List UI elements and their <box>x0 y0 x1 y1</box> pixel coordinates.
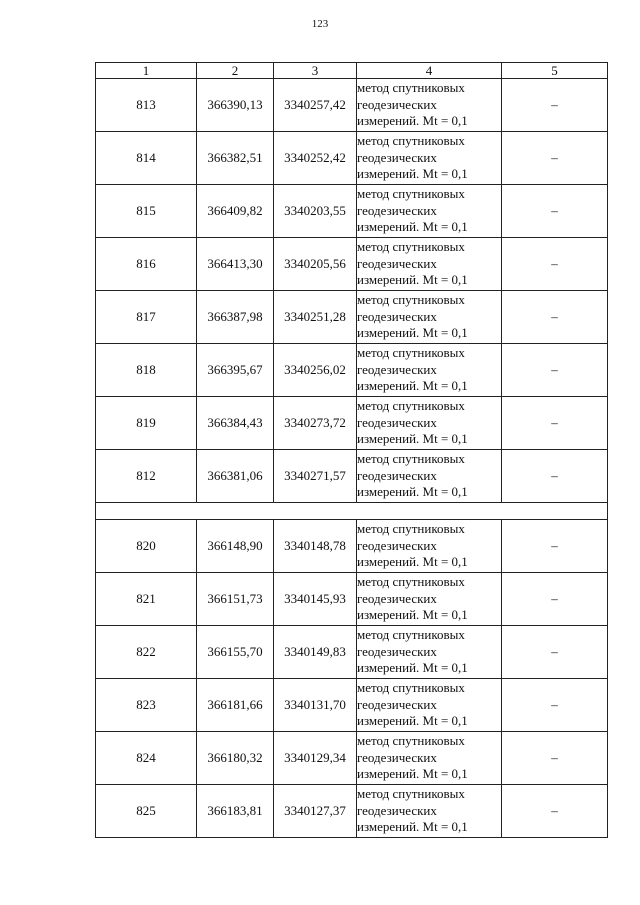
method-line: измерений. Mt = 0,1 <box>357 607 468 623</box>
table-row <box>96 238 608 291</box>
coordinate-y-cell: 3340148,78 <box>274 520 357 573</box>
method-line: измерений. Mt = 0,1 <box>357 325 468 341</box>
note-cell: – <box>502 732 608 785</box>
method-line: геодезических <box>357 255 437 271</box>
table-row <box>96 626 608 679</box>
note-cell: – <box>502 679 608 732</box>
coordinate-y-cell: 3340256,02 <box>274 344 357 397</box>
note-cell: – <box>502 79 608 132</box>
method-line: геодезических <box>357 361 437 377</box>
point-number-cell: 820 <box>96 520 197 573</box>
method-cell <box>357 291 502 344</box>
note-cell: – <box>502 573 608 626</box>
coordinate-x-cell: 366151,73 <box>197 573 274 626</box>
table-row <box>96 573 608 626</box>
method-line: метод спутниковых <box>357 239 465 255</box>
point-number-cell: 814 <box>96 132 197 185</box>
method-line: метод спутниковых <box>357 186 465 202</box>
point-number-cell: 821 <box>96 573 197 626</box>
method-line: метод спутниковых <box>357 521 465 537</box>
method-cell <box>357 732 502 785</box>
method-cell <box>357 344 502 397</box>
method-line: геодезических <box>357 467 437 483</box>
note-cell: – <box>502 626 608 679</box>
coordinate-y-cell: 3340271,57 <box>274 450 357 503</box>
method-line: геодезических <box>357 590 437 606</box>
point-number-cell: 813 <box>96 79 197 132</box>
note-cell: – <box>502 397 608 450</box>
table-row <box>96 732 608 785</box>
method-line: геодезических <box>357 308 437 324</box>
coordinate-y-cell: 3340251,28 <box>274 291 357 344</box>
method-line: метод спутниковых <box>357 574 465 590</box>
point-number-cell: 812 <box>96 450 197 503</box>
header-col-4: 4 <box>357 63 502 79</box>
method-line: геодезических <box>357 414 437 430</box>
method-line: измерений. Mt = 0,1 <box>357 378 468 394</box>
method-line: метод спутниковых <box>357 292 465 308</box>
coordinate-y-cell: 3340203,55 <box>274 185 357 238</box>
coordinate-y-cell: 3340273,72 <box>274 397 357 450</box>
coordinate-x-cell: 366390,13 <box>197 79 274 132</box>
coordinate-x-cell: 366409,82 <box>197 185 274 238</box>
table-body <box>96 79 608 838</box>
method-line: геодезических <box>357 149 437 165</box>
method-cell <box>357 397 502 450</box>
method-line: метод спутниковых <box>357 451 465 467</box>
group-separator-row <box>96 503 608 520</box>
method-line: геодезических <box>357 643 437 659</box>
method-cell <box>357 520 502 573</box>
coordinate-x-cell: 366381,06 <box>197 450 274 503</box>
coordinate-x-cell: 366181,66 <box>197 679 274 732</box>
table-row <box>96 291 608 344</box>
header-row <box>96 63 608 79</box>
table-row <box>96 397 608 450</box>
header-col-2: 2 <box>197 63 274 79</box>
coordinate-x-cell: 366387,98 <box>197 291 274 344</box>
note-cell: – <box>502 450 608 503</box>
method-line: метод спутниковых <box>357 680 465 696</box>
method-line: измерений. Mt = 0,1 <box>357 766 468 782</box>
coordinate-x-cell: 366384,43 <box>197 397 274 450</box>
method-line: метод спутниковых <box>357 786 465 802</box>
note-cell: – <box>502 291 608 344</box>
header-col-3: 3 <box>274 63 357 79</box>
coordinate-x-cell: 366183,81 <box>197 785 274 838</box>
method-cell <box>357 785 502 838</box>
coordinate-y-cell: 3340129,34 <box>274 732 357 785</box>
method-line: измерений. Mt = 0,1 <box>357 713 468 729</box>
table-row <box>96 785 608 838</box>
method-cell <box>357 185 502 238</box>
method-cell <box>357 626 502 679</box>
method-line: измерений. Mt = 0,1 <box>357 484 468 500</box>
method-line: метод спутниковых <box>357 398 465 414</box>
point-number-cell: 815 <box>96 185 197 238</box>
method-line: геодезических <box>357 96 437 112</box>
method-line: метод спутниковых <box>357 133 465 149</box>
group-separator-cell <box>96 503 608 520</box>
coordinate-y-cell: 3340127,37 <box>274 785 357 838</box>
method-line: геодезических <box>357 202 437 218</box>
coordinate-x-cell: 366155,70 <box>197 626 274 679</box>
method-line: измерений. Mt = 0,1 <box>357 272 468 288</box>
point-number-cell: 822 <box>96 626 197 679</box>
coordinate-x-cell: 366413,30 <box>197 238 274 291</box>
point-number-cell: 818 <box>96 344 197 397</box>
point-number-cell: 824 <box>96 732 197 785</box>
note-cell: – <box>502 520 608 573</box>
header-col-1: 1 <box>96 63 197 79</box>
point-number-cell: 816 <box>96 238 197 291</box>
note-cell: – <box>502 238 608 291</box>
point-number-cell: 823 <box>96 679 197 732</box>
method-line: измерений. Mt = 0,1 <box>357 431 468 447</box>
method-cell <box>357 79 502 132</box>
coordinate-x-cell: 366180,32 <box>197 732 274 785</box>
method-line: измерений. Mt = 0,1 <box>357 219 468 235</box>
method-line: метод спутниковых <box>357 345 465 361</box>
note-cell: – <box>502 785 608 838</box>
method-line: метод спутниковых <box>357 80 465 96</box>
method-cell <box>357 238 502 291</box>
method-line: метод спутниковых <box>357 733 465 749</box>
coordinate-x-cell: 366382,51 <box>197 132 274 185</box>
page-number: 123 <box>311 18 329 30</box>
table-row <box>96 450 608 503</box>
method-cell <box>357 679 502 732</box>
method-line: геодезических <box>357 749 437 765</box>
method-line: измерений. Mt = 0,1 <box>357 660 468 676</box>
coordinate-y-cell: 3340149,83 <box>274 626 357 679</box>
method-line: измерений. Mt = 0,1 <box>357 166 468 182</box>
method-cell <box>357 573 502 626</box>
method-line: метод спутниковых <box>357 627 465 643</box>
coordinate-y-cell: 3340252,42 <box>274 132 357 185</box>
coordinate-y-cell: 3340145,93 <box>274 573 357 626</box>
coordinate-x-cell: 366148,90 <box>197 520 274 573</box>
header-col-5: 5 <box>502 63 608 79</box>
method-line: геодезических <box>357 537 437 553</box>
coordinate-y-cell: 3340257,42 <box>274 79 357 132</box>
note-cell: – <box>502 132 608 185</box>
method-cell <box>357 450 502 503</box>
table-row <box>96 344 608 397</box>
method-line: геодезических <box>357 802 437 818</box>
table-header <box>96 63 608 79</box>
table-row <box>96 185 608 238</box>
table-row <box>96 679 608 732</box>
method-line: измерений. Mt = 0,1 <box>357 113 468 129</box>
method-line: измерений. Mt = 0,1 <box>357 554 468 570</box>
coordinate-x-cell: 366395,67 <box>197 344 274 397</box>
table-row <box>96 520 608 573</box>
table-row <box>96 132 608 185</box>
table-row <box>96 79 608 132</box>
point-number-cell: 825 <box>96 785 197 838</box>
note-cell: – <box>502 185 608 238</box>
coordinate-y-cell: 3340205,56 <box>274 238 357 291</box>
method-cell <box>357 132 502 185</box>
note-cell: – <box>502 344 608 397</box>
point-number-cell: 819 <box>96 397 197 450</box>
coordinates-table <box>95 62 608 838</box>
method-line: измерений. Mt = 0,1 <box>357 819 468 835</box>
point-number-cell: 817 <box>96 291 197 344</box>
coordinate-y-cell: 3340131,70 <box>274 679 357 732</box>
method-line: геодезических <box>357 696 437 712</box>
